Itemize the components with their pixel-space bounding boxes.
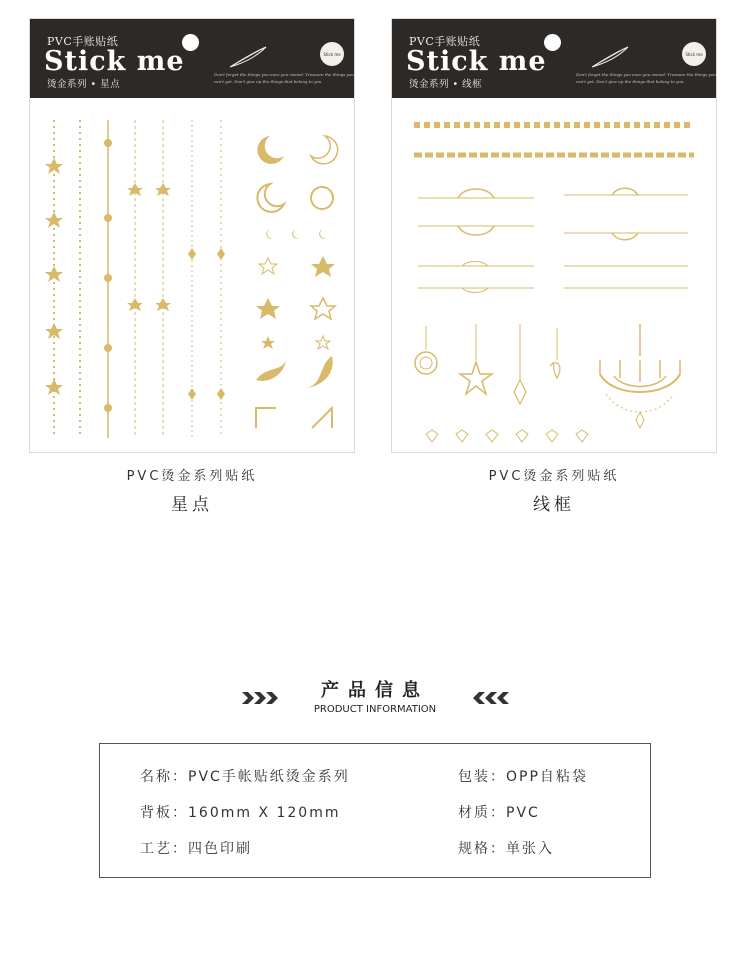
badge: Stick me xyxy=(320,42,344,66)
hang-hole xyxy=(182,34,199,51)
product-variant: 星点 xyxy=(171,495,213,515)
info-material: 材质：PVC xyxy=(458,805,540,821)
feather-icon xyxy=(228,45,268,69)
info-name: 名称：PVC手帐贴纸烫金系列 xyxy=(140,769,350,785)
star-sticker-art xyxy=(30,98,354,452)
tagline: Don't forget the things you once you owned. Treasure the things you can't get. Don't give up the things that belong to you. xyxy=(576,72,716,84)
info-board: 背板：160mm X 120mm xyxy=(140,805,341,821)
badge: Stick me xyxy=(682,42,706,66)
info-packaging: 包装：OPP自粘袋 xyxy=(458,769,588,785)
brand-main: Stick me xyxy=(406,46,547,77)
chevrons-left-icon xyxy=(469,690,509,706)
product-caption: PVC烫金系列贴纸 xyxy=(126,469,258,484)
info-spec: 规格：单张入 xyxy=(458,841,554,857)
product-card-star xyxy=(29,18,355,453)
brand-sub: 烫金系列 • 线框 xyxy=(409,79,483,90)
brand-main: Stick me xyxy=(44,46,185,77)
product-card-frame xyxy=(391,18,717,453)
product-variant: 线框 xyxy=(533,495,575,515)
product-info-table xyxy=(99,743,651,878)
frame-sticker-art xyxy=(392,98,716,452)
info-craft: 工艺：四色印刷 xyxy=(140,841,252,857)
tagline: Don't forget the things you once you owned. Treasure the things you can't get. Don't give up the things that belong to you. xyxy=(214,72,354,84)
section-title: 产品信息 xyxy=(321,680,429,701)
package-header xyxy=(392,19,716,98)
brand-top: PVC手账贴纸 xyxy=(47,35,119,48)
brand-sub: 烫金系列 • 星点 xyxy=(47,79,121,90)
package-header xyxy=(30,19,354,98)
feather-icon xyxy=(590,45,630,69)
hang-hole xyxy=(544,34,561,51)
product-caption: PVC烫金系列贴纸 xyxy=(488,469,620,484)
section-subtitle: PRODUCT INFORMATION xyxy=(313,704,437,715)
brand-top: PVC手账贴纸 xyxy=(409,35,481,48)
